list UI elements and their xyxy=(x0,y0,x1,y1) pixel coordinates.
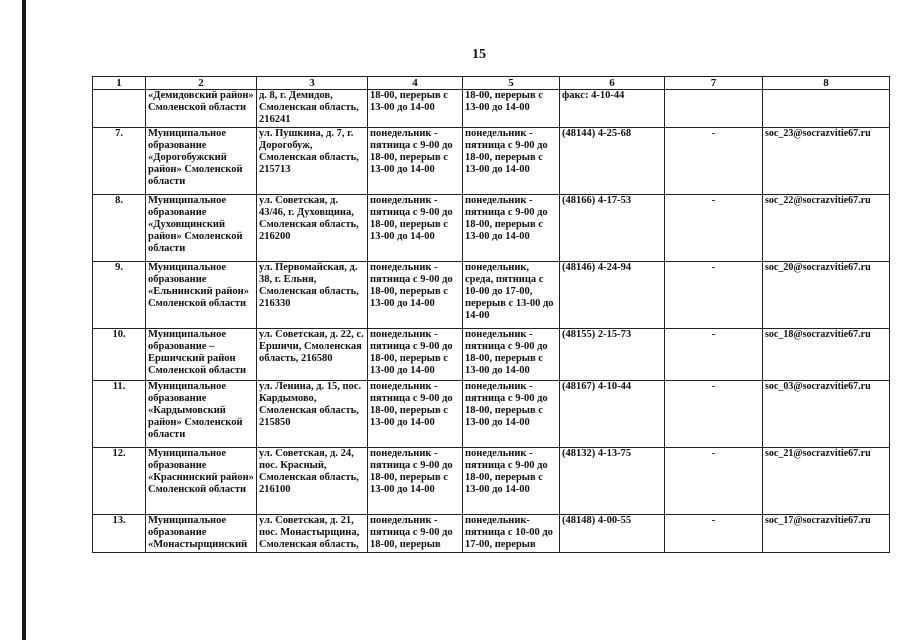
col7-value: - xyxy=(665,381,763,448)
email: soc_23@socrazvitie67.ru xyxy=(763,128,890,195)
org-address: ул. Советская, д. 43/46, г. Духовщина, Смоленская область, 216200 xyxy=(257,195,368,262)
row-number xyxy=(93,90,146,128)
row-number: 7. xyxy=(93,128,146,195)
column-header: 2 xyxy=(146,77,257,90)
col7-value: - xyxy=(665,128,763,195)
email: soc_18@socrazvitie67.ru xyxy=(763,329,890,381)
table-row xyxy=(93,448,890,515)
col7-value: - xyxy=(665,195,763,262)
table-row xyxy=(93,128,890,195)
table-row xyxy=(93,329,890,381)
reception-hours: 18-00, перерыв с 13-00 до 14-00 xyxy=(463,90,560,128)
org-name: «Демидовский район» Смоленской области xyxy=(146,90,257,128)
work-hours: понедельник - пятница с 9-00 до 18-00, перерыв xyxy=(368,515,463,553)
phone: (48155) 2-15-73 xyxy=(560,329,665,381)
email: soc_22@socrazvitie67.ru xyxy=(763,195,890,262)
org-name: Муниципальное образование «Кардымовский район» Смоленской области xyxy=(146,381,257,448)
reception-hours: понедельник - пятница с 9-00 до 18-00, перерыв с 13-00 до 14-00 xyxy=(463,381,560,448)
email: soc_20@socrazvitie67.ru xyxy=(763,262,890,329)
scan-edge-bar xyxy=(22,0,26,640)
row-number: 10. xyxy=(93,329,146,381)
org-name: Муниципальное образование «Духовщинский район» Смоленской области xyxy=(146,195,257,262)
column-header: 8 xyxy=(763,77,890,90)
col7-value: - xyxy=(665,329,763,381)
column-header: 6 xyxy=(560,77,665,90)
org-address: ул. Советская, д. 21, пос. Монастырщина, Смоленская область, xyxy=(257,515,368,553)
email: soc_17@socrazvitie67.ru xyxy=(763,515,890,553)
phone: (48144) 4-25-68 xyxy=(560,128,665,195)
page-number: 15 xyxy=(472,47,486,62)
work-hours: понедельник - пятница с 9-00 до 18-00, перерыв с 13-00 до 14-00 xyxy=(368,195,463,262)
row-number: 13. xyxy=(93,515,146,553)
header-row xyxy=(93,77,890,90)
column-header: 3 xyxy=(257,77,368,90)
org-name: Муниципальное образование «Дорогобужский район» Смоленской области xyxy=(146,128,257,195)
work-hours: 18-00, перерыв с 13-00 до 14-00 xyxy=(368,90,463,128)
col7-value xyxy=(665,90,763,128)
row-number: 9. xyxy=(93,262,146,329)
org-name: Муниципальное образование «Ельнинский район» Смоленской области xyxy=(146,262,257,329)
work-hours: понедельник - пятница с 9-00 до 18-00, перерыв с 13-00 до 14-00 xyxy=(368,448,463,515)
reception-hours: понедельник - пятница с 9-00 до 18-00, перерыв с 13-00 до 14-00 xyxy=(463,329,560,381)
phone: (48146) 4-24-94 xyxy=(560,262,665,329)
phone: (48167) 4-10-44 xyxy=(560,381,665,448)
phone: (48148) 4-00-55 xyxy=(560,515,665,553)
email: soc_21@socrazvitie67.ru xyxy=(763,448,890,515)
org-address: ул. Советская, д. 24, пос. Красный, Смоленская область, 216100 xyxy=(257,448,368,515)
table-row xyxy=(93,195,890,262)
column-header: 5 xyxy=(463,77,560,90)
reception-hours: понедельник - пятница с 9-00 до 18-00, перерыв с 13-00 до 14-00 xyxy=(463,195,560,262)
col7-value: - xyxy=(665,448,763,515)
table-row xyxy=(93,262,890,329)
work-hours: понедельник - пятница с 9-00 до 18-00, перерыв с 13-00 до 14-00 xyxy=(368,128,463,195)
phone: (48166) 4-17-53 xyxy=(560,195,665,262)
work-hours: понедельник - пятница с 9-00 до 18-00, перерыв с 13-00 до 14-00 xyxy=(368,329,463,381)
reception-hours: понедельник - пятница с 9-00 до 18-00, перерыв с 13-00 до 14-00 xyxy=(463,448,560,515)
org-address: ул. Советская, д. 22, с. Ершичи, Смоленская область, 216580 xyxy=(257,329,368,381)
reception-hours: понедельник- пятница с 10-00 до 17-00, перерыв xyxy=(463,515,560,553)
reception-hours: понедельник, среда, пятница с 10-00 до 17-00, перерыв с 13-00 до 14-00 xyxy=(463,262,560,329)
org-address: д. 8, г. Демидов, Смоленская область, 216241 xyxy=(257,90,368,128)
organizations-table xyxy=(92,76,890,553)
org-name: Муниципальное образование «Краснинский район» Смоленской области xyxy=(146,448,257,515)
reception-hours: понедельник - пятница с 9-00 до 18-00, перерыв с 13-00 до 14-00 xyxy=(463,128,560,195)
work-hours: понедельник - пятница с 9-00 до 18-00, перерыв с 13-00 до 14-00 xyxy=(368,381,463,448)
col7-value: - xyxy=(665,515,763,553)
row-number: 11. xyxy=(93,381,146,448)
org-name: Муниципальное образование «Монастырщинский xyxy=(146,515,257,553)
org-address: ул. Ленина, д. 15, пос. Кардымово, Смоленская область, 215850 xyxy=(257,381,368,448)
table-row xyxy=(93,515,890,553)
table-row xyxy=(93,90,890,128)
email xyxy=(763,90,890,128)
table-row xyxy=(93,381,890,448)
column-header: 7 xyxy=(665,77,763,90)
column-header: 1 xyxy=(93,77,146,90)
row-number: 8. xyxy=(93,195,146,262)
column-header: 4 xyxy=(368,77,463,90)
org-address: ул. Первомайская, д. 38, г. Ельня, Смоленская область, 216330 xyxy=(257,262,368,329)
phone: факс: 4-10-44 xyxy=(560,90,665,128)
phone: (48132) 4-13-75 xyxy=(560,448,665,515)
col7-value: - xyxy=(665,262,763,329)
org-address: ул. Пушкина, д. 7, г. Дорогобуж, Смоленская область, 215713 xyxy=(257,128,368,195)
row-number: 12. xyxy=(93,448,146,515)
email: soc_03@socrazvitie67.ru xyxy=(763,381,890,448)
work-hours: понедельник - пятница с 9-00 до 18-00, перерыв с 13-00 до 14-00 xyxy=(368,262,463,329)
org-name: Муниципальное образование – Ершичский район Смоленской области xyxy=(146,329,257,381)
